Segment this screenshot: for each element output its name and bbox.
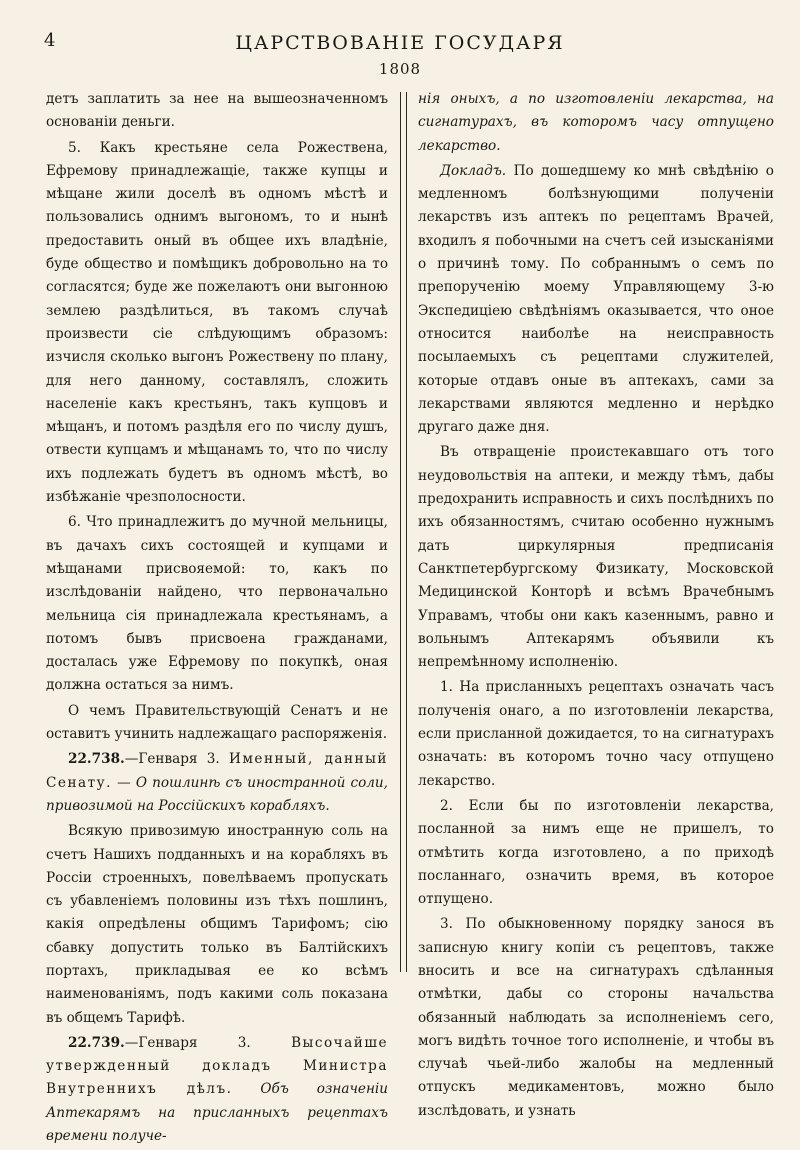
right-column — [418, 88, 774, 1125]
entry-title-continued: нія оныхъ, а по изготовленіи лекарства, на сигнатурахъ, въ которомъ часу отпущено лекарство. — [418, 91, 774, 154]
entry-title: Объ означеніи Аптекарямъ на присланныхъ рецептахъ времени получе- — [46, 1081, 389, 1145]
paragraph: 1. На присланныхъ рецептахъ означать часъ полученія онаго, а по изготовленіи лекарства, если присланной дожидается, то на сигнатурахъ означать: въ которомъ точно часу отпущено лекарство. — [418, 679, 774, 789]
left-column — [46, 88, 388, 1150]
page-number: 4 — [44, 30, 56, 51]
entry-number: 22.739. — [68, 1034, 125, 1051]
year-heading: 1808 — [378, 60, 422, 78]
report-paragraph — [418, 160, 774, 440]
entry-kind: Именный, данный Сенату. — [46, 751, 388, 791]
report-lead: Докладъ. — [440, 162, 507, 179]
entry-date: —Генваря 3. — [124, 1034, 251, 1051]
entry-date: —Генваря 3. — [124, 751, 220, 768]
entry-kind: Высочайше утвержденный докладъ Министра Внутреннихъ дѣлъ. — [46, 1034, 389, 1098]
law-entry-22738 — [46, 748, 388, 818]
paragraph: Всякую привозимую иностранную соль на счетъ Нашихъ подданныхъ и на корабляхъ въ Россіи строенныхъ, повелѣваемъ пропускать съ убавленіемъ половины изъ тѣхъ пошлинъ, какія опредѣлены общимъ Тарифомъ; сію сбавку допустить только въ Балтійскихъ портахъ, прикладывая ее ко всѣмъ наименованіямъ, подъ какими соль показана въ общемъ Тарифѣ. — [46, 823, 388, 1026]
paragraph: 3. По обыкновенному порядку занося въ записную книгу копіи съ рецептовъ, также вносить и все на сигнатурахъ сдѣланныя отмѣтки, дабы со стороны начальства обязанный наблюдать за исполненіемъ сего, могъ видѣть точное того исполненіе, и чтобы въ случаѣ чьей-либо жалобы на медленный отпускъ медикаментовъ, можно было изслѣдовать, и узнать — [418, 916, 774, 1119]
paragraph: Въ отвращеніе проистекавшаго отъ того неудовольствія на аптеки, и между тѣмъ, дабы предохранить исправность и сихъ послѣднихъ по ихъ обязанностямъ, считаю особенно нужнымъ дать циркулярныя предписанія Санктпетербургскому Физикату, Московской Медицинской Конторѣ и всѣмъ Врачебнымъ Управамъ, чтобы они какъ казеннымъ, равно и вольнымъ Аптекарямъ объявили къ непремѣнному исполненію. — [418, 444, 774, 671]
law-entry-22739 — [46, 1032, 388, 1148]
report-text: По дошедшему ко мнѣ свѣдѣнію о медленномъ болѣзнующими полученіи лекарствъ изъ аптекъ по рецептамъ Врачей, входилъ я побочными на счетъ сей изысканіями о причинѣ тому. По собраннымъ о семъ по препорученію моему Управляющему 3-ю Экспедиціею свѣдѣніямъ оказывается, что оное относится наиболѣе на неисправность посылаемыхъ съ рецептами служителей, которые отдавъ оные въ аптекахъ, сами за лекарствами являются медленно и нерѣдко другаго даже дня. — [418, 162, 774, 436]
paragraph: детъ заплатить за нее на вышеозначенномъ основаніи деньги. — [46, 91, 388, 131]
running-head: ЦАРСТВОВАНІЕ ГОСУДАРЯ — [235, 32, 565, 54]
entry-number: 22.738. — [68, 751, 125, 768]
paragraph: О чемъ Правительствующій Сенатъ и не оставитъ учинить надлежащаго распоряженія. — [46, 702, 388, 743]
paragraph: 2. Если бы по изготовленіи лекарства, посланной за нимъ еще не пришелъ, то отмѣтить когда изготовлено, а по приходѣ посланнаго, означить время, въ которое отпущено. — [418, 797, 774, 908]
entry-title: — О пошлинѣ съ иностранной соли, привозимой на Россійскихъ корабляхъ. — [46, 774, 388, 814]
paragraph: 6. Что принадлежитъ до мучной мельницы, въ дачахъ сихъ состоящей и купцами и мѣщанами присвояемой: то, какъ по изслѣдованіи найдено, что первоначально мельница сія принадлежала крестьянамъ, а потомъ бывъ присвоена гражданами, досталась уже Ефремову по покупкѣ, оная должна остаться за нимъ. — [46, 514, 388, 694]
column-divider — [400, 92, 407, 972]
paragraph: 5. Какъ крестьяне села Рожествена, Ефремову принадлежащіе, также купцы и мѣщане жили доселѣ въ одномъ мѣстѣ и пользовались однимъ выгономъ, то и нынѣ предоставить оный въ общее ихъ владѣніе, буде общество и помѣщикъ добровольно на то согласятся; буде же пожелаютъ они выгонною землею раздѣлиться, въ такомъ случаѣ произвести сіе слѣдующимъ образомъ: изчисля сколько выгонъ Рожествену по плану, для него данному, составлялъ, сложить населеніе какъ крестьянъ, такъ купцовъ и мѣщанъ, и потомъ раздѣля его по числу душъ, отвести купцамъ и мѣщанамъ то, что по числу ихъ подлежать будетъ въ одномъ мѣстѣ, во избѣжаніе чрезполосности. — [46, 139, 388, 506]
